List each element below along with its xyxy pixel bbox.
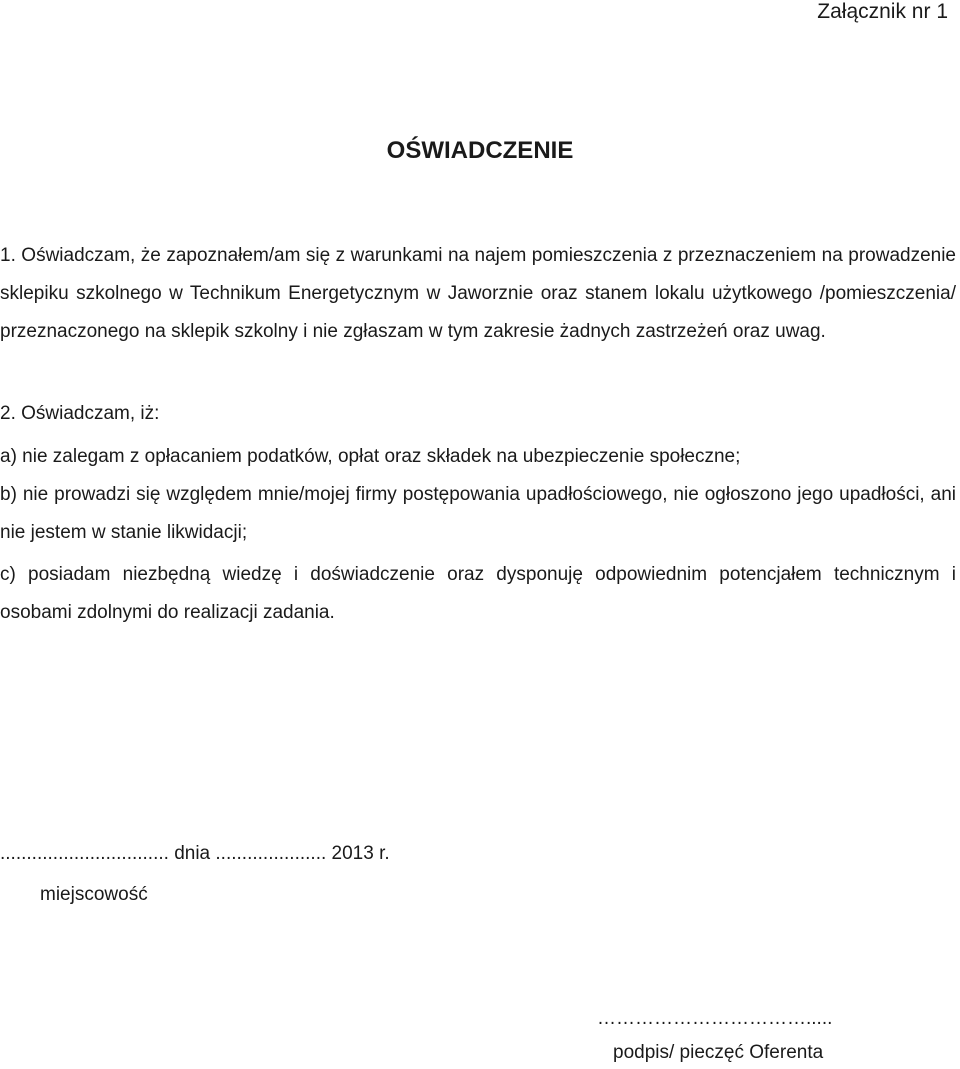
statement-paragraph-1: 1. Oświadczam, że zapoznałem/am się z warunkami na najem pomieszczenia z przeznaczeniem na prowadzenie sklepiku szkolnego w Technikum Energetycznym w Jaworznie oraz stanem lokalu użytkowego /pomieszczenia/ przeznaczonego na sklepik szkolny i nie zgłaszam w tym zakresie żadnych zastrzeżeń oraz uwag. (0, 245, 956, 342)
signature-line: ……………………………..... (597, 1008, 833, 1029)
statement-item-b: b) nie prowadzi się względem mnie/mojej firmy postępowania upadłościowego, nie ogłoszono jego upadłości, ani nie jestem w stanie likwidacji; (0, 484, 956, 543)
statement-item-c: c) posiadam niezbędną wiedzę i doświadczenie oraz dysponuję odpowiednim potencjałem technicznym i osobami zdolnymi do realizacji zadania. (0, 564, 956, 623)
place-date-line: ................................ dnia ..................... 2013 r. (0, 843, 390, 864)
signature-caption: podpis/ pieczęć Oferenta (613, 1042, 824, 1063)
statement-item-a: a) nie zalegam z opłacaniem podatków, opłat oraz składek na ubezpieczenie społeczne; (0, 446, 741, 467)
annex-label: Załącznik nr 1 (817, 0, 948, 23)
place-caption: miejscowość (40, 884, 148, 905)
statement-paragraph-2: 2. Oświadczam, iż: (0, 403, 160, 424)
document-title: OŚWIADCZENIE (386, 137, 574, 164)
